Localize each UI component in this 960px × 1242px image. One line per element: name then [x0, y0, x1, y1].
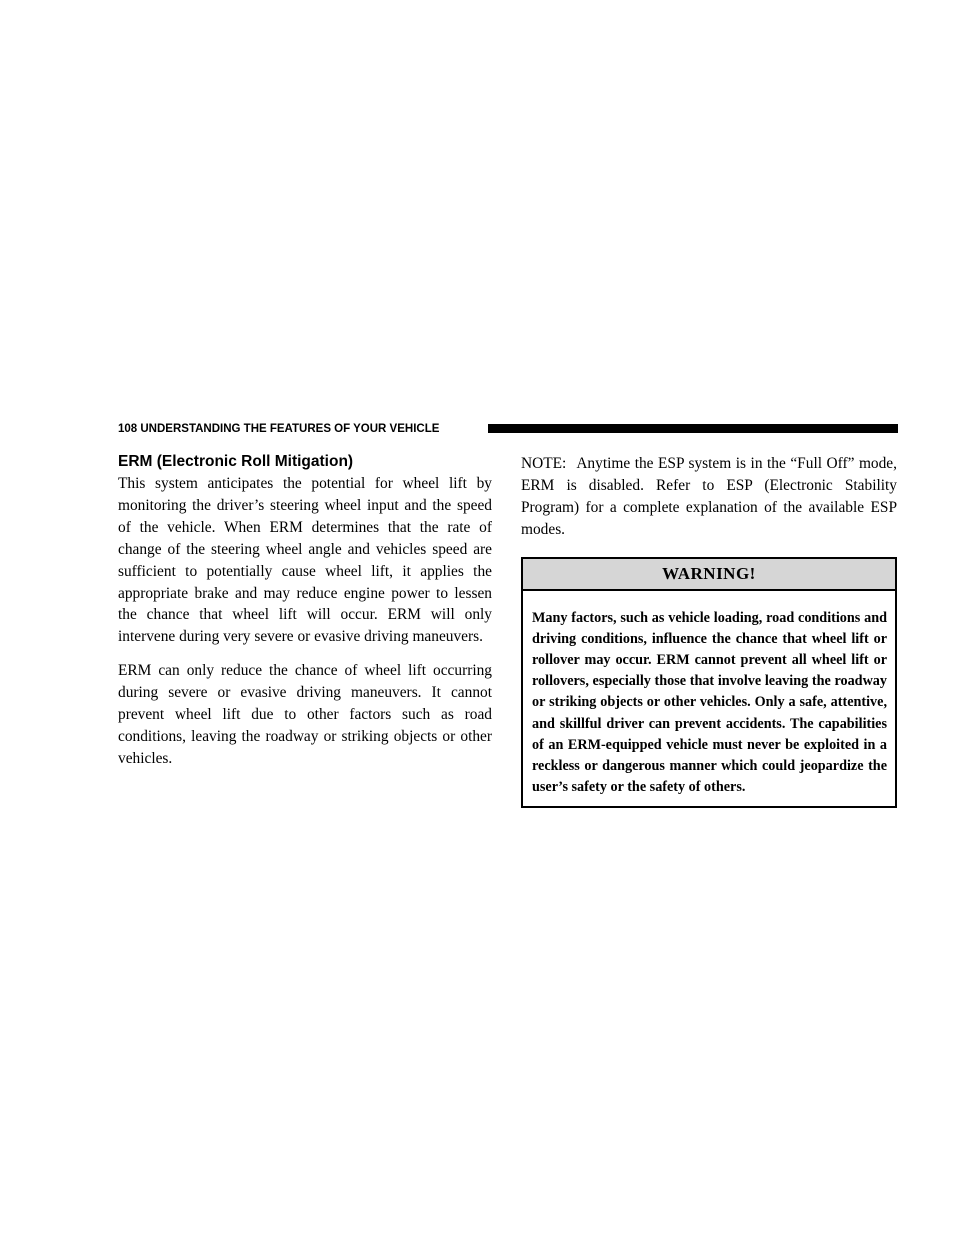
page-header-label: 108 UNDERSTANDING THE FEATURES OF YOUR VEHICLE — [118, 423, 440, 435]
warning-title: WARNING! — [662, 563, 756, 583]
left-column — [118, 453, 492, 782]
note-text: Anytime the ESP system is in the “Full Off” mode, ERM is disabled. Refer to ESP (Electronic Stability Program) for a complete explanation of the available ESP modes. — [521, 455, 897, 538]
note-paragraph — [521, 453, 897, 541]
header-rule — [488, 424, 898, 433]
page-header — [118, 421, 898, 437]
warning-title-bar — [523, 559, 895, 591]
body-paragraph-1: This system anticipates the potential for wheel lift by monitoring the driver’s steering wheel input and the speed of the vehicle. When ERM determines that the rate of change of the steering wheel angle and vehicles speed are sufficient to potentially cause wheel lift, it applies the appropriate brake and may reduce engine power to lessen the chance that wheel lift will occur. ERM will only intervene during very severe or evasive driving maneuvers. — [118, 475, 492, 646]
section-heading: ERM (Electronic Roll Mitigation) — [118, 453, 354, 470]
right-column — [521, 453, 897, 808]
body-paragraph-2: ERM can only reduce the chance of wheel lift occurring during severe or evasive driving maneuvers. It cannot prevent wheel lift due to other factors such as road conditions, leaving the roadway or striking objects or other vehicles. — [118, 662, 492, 767]
warning-text: Many factors, such as vehicle loading, road conditions and driving conditions, influence the chance that wheel lift or rollover may occur. ERM cannot prevent all wheel lift or rollovers, especially those that involve leaving the roadway or striking objects or other vehicles. Only a safe, attentive, and skillful driver can prevent accidents. The capabilities of an ERM-equipped vehicle must never be exploited in a reckless or dangerous manner which could jeopardize the user’s safety or the safety of others. — [532, 609, 887, 796]
note-label: NOTE: — [521, 455, 567, 472]
warning-box — [521, 557, 897, 809]
